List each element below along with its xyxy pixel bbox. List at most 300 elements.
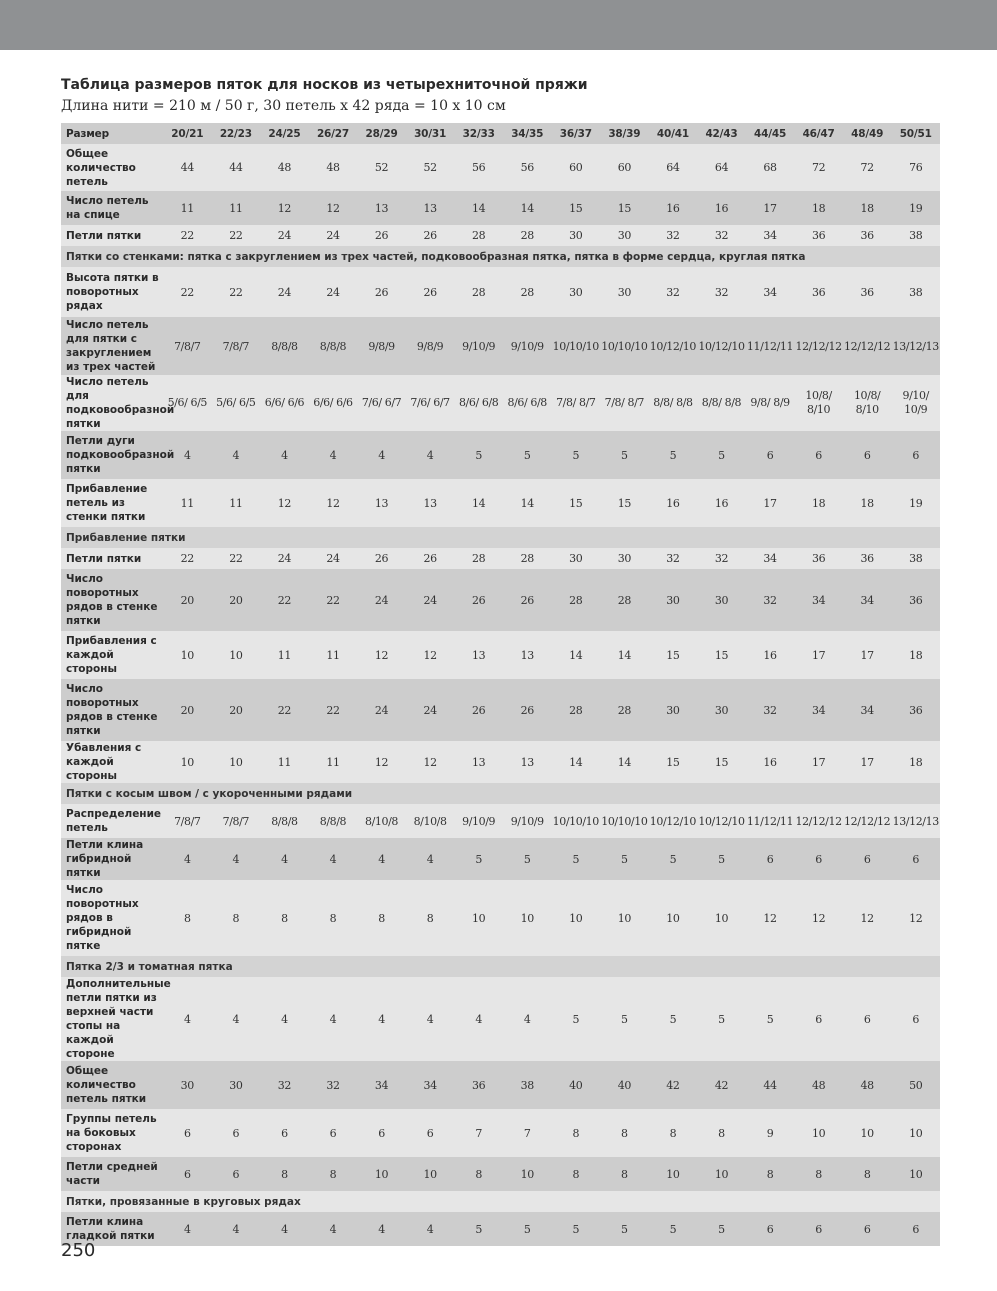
value-cell: 16 — [714, 496, 729, 510]
value-cell: 11 — [326, 648, 340, 662]
table-row — [61, 548, 940, 569]
value-cell: 5 — [669, 1222, 677, 1236]
value-cell: 5 — [572, 1222, 580, 1236]
value-cell: 10 — [374, 1167, 389, 1181]
value-cell: 26 — [423, 229, 437, 242]
value-cell: 15 — [569, 496, 583, 510]
value-cell: 24 — [277, 229, 291, 242]
size-header-row — [61, 123, 940, 144]
value-cell: 11 — [229, 496, 243, 510]
value-cell: 5 — [523, 1222, 531, 1236]
value-cell: 36 — [860, 552, 874, 565]
value-cell: 13/12/13 — [892, 814, 939, 828]
value-cell: 24 — [326, 285, 340, 299]
value-cell: 14 — [472, 201, 486, 215]
value-cell: 12/12/12 — [795, 339, 842, 353]
value-cell: 8/8/ 8/8 — [653, 396, 693, 409]
value-cell: 52 — [374, 161, 389, 174]
value-cell: 36 — [860, 285, 874, 299]
value-cell: 6 — [426, 1126, 434, 1140]
value-cell: 12 — [326, 201, 340, 215]
table-row — [61, 225, 940, 246]
value-cell: 12/12/12 — [844, 814, 891, 828]
table-row — [61, 1109, 940, 1157]
value-cell: 6 — [183, 1167, 191, 1181]
value-cell: 10/8/ 8/10 — [805, 389, 832, 416]
value-cell: 6 — [378, 1126, 385, 1140]
value-cell: 6 — [912, 1222, 920, 1236]
value-cell: 5 — [669, 1012, 677, 1026]
value-cell: 8 — [669, 1126, 677, 1140]
value-cell: 22 — [229, 552, 243, 565]
value-cell: 13/12/13 — [892, 339, 939, 353]
value-cell: 22 — [326, 703, 340, 717]
size-header-cell: 24/25 — [268, 127, 301, 140]
value-cell: 5 — [621, 1222, 628, 1236]
value-cell: 52 — [423, 161, 437, 174]
value-cell: 8 — [183, 911, 191, 925]
value-cell: 5 — [621, 448, 628, 462]
value-cell: 34 — [811, 703, 826, 717]
value-cell: 8 — [572, 1167, 580, 1181]
value-cell: 4 — [183, 1222, 191, 1236]
value-cell: 10 — [520, 1167, 534, 1181]
value-cell: 6 — [863, 1222, 871, 1236]
row-label: Распределение петель — [66, 808, 162, 834]
value-cell: 4 — [378, 1012, 385, 1026]
value-cell: 10 — [666, 1167, 680, 1181]
value-cell: 17 — [763, 201, 777, 215]
value-cell: 17 — [860, 755, 874, 769]
value-cell: 18 — [860, 496, 874, 510]
value-cell: 12 — [277, 201, 291, 215]
value-cell: 13 — [423, 201, 437, 215]
page-number: 250 — [61, 1240, 96, 1261]
value-cell: 18 — [860, 201, 874, 215]
value-cell: 60 — [617, 161, 631, 174]
value-cell: 11 — [180, 496, 194, 510]
value-cell: 15 — [714, 648, 729, 662]
value-cell: 8 — [378, 911, 385, 925]
value-cell: 10/12/10 — [698, 339, 745, 353]
row-label: Число поворотных рядов в гибридной пятке — [66, 884, 139, 952]
value-cell: 40 — [569, 1078, 583, 1092]
value-cell: 9/10/ 10/9 — [902, 389, 929, 416]
row-label: Общее количество петель — [66, 147, 136, 188]
value-cell: 9/10/9 — [462, 339, 496, 353]
value-cell: 4 — [329, 1222, 337, 1236]
value-cell: 6 — [232, 1126, 240, 1140]
value-cell: 28 — [472, 229, 486, 242]
value-cell: 14 — [569, 648, 583, 662]
value-cell: 6 — [863, 1012, 871, 1026]
value-cell: 6 — [863, 852, 871, 866]
value-cell: 6 — [766, 852, 774, 866]
value-cell: 26 — [423, 285, 437, 299]
value-cell: 12/12/12 — [844, 339, 891, 353]
value-cell: 4 — [232, 1222, 240, 1236]
value-cell: 34 — [860, 593, 874, 607]
value-cell: 13 — [374, 496, 389, 510]
value-cell: 30 — [714, 703, 729, 717]
row-label: Высота пятки в поворотных рядах — [66, 272, 159, 312]
value-cell: 28 — [520, 285, 534, 299]
value-cell: 4 — [426, 1222, 434, 1236]
value-cell: 48 — [860, 1078, 874, 1092]
value-cell: 6 — [281, 1126, 288, 1140]
value-cell: 6 — [329, 1126, 337, 1140]
table-row — [61, 569, 940, 631]
value-cell: 11 — [277, 648, 291, 662]
value-cell: 34 — [763, 229, 777, 242]
value-cell: 6 — [815, 1222, 822, 1236]
value-cell: 24 — [374, 593, 389, 607]
value-cell: 5 — [621, 1012, 628, 1026]
value-cell: 15 — [617, 496, 631, 510]
value-cell: 32 — [763, 703, 777, 717]
value-cell: 28 — [520, 229, 534, 242]
value-cell: 30 — [714, 593, 729, 607]
value-cell: 5 — [523, 448, 531, 462]
value-cell: 34 — [860, 703, 874, 717]
size-header-label: Размер — [66, 127, 109, 140]
value-cell: 32 — [714, 229, 729, 242]
row-label: Петли пятки — [66, 229, 142, 242]
value-cell: 6 — [183, 1126, 191, 1140]
value-cell: 4 — [329, 448, 337, 462]
value-cell: 36 — [860, 229, 874, 242]
value-cell: 4 — [281, 448, 288, 462]
value-cell: 26 — [472, 593, 486, 607]
value-cell: 60 — [569, 161, 583, 174]
value-cell: 4 — [281, 1012, 288, 1026]
value-cell: 9/8/ 8/9 — [750, 396, 790, 409]
value-cell: 8/6/ 6/8 — [458, 396, 499, 409]
size-header-cell: 44/45 — [754, 127, 787, 140]
value-cell: 40 — [617, 1078, 631, 1092]
table-row — [61, 479, 940, 527]
value-cell: 30 — [229, 1078, 243, 1092]
value-cell: 15 — [569, 201, 583, 215]
value-cell: 32 — [714, 552, 729, 565]
size-header-cell: 40/41 — [656, 127, 689, 140]
page-title: Таблица размеров пяток для носков из четырехниточной пряжи — [61, 77, 588, 93]
value-cell: 8 — [281, 1167, 288, 1181]
value-cell: 6 — [912, 852, 920, 866]
value-cell: 4 — [378, 852, 385, 866]
value-cell: 10 — [520, 911, 534, 925]
value-cell: 22 — [326, 593, 340, 607]
value-cell: 7 — [523, 1126, 531, 1140]
value-cell: 34 — [763, 285, 777, 299]
value-cell: 4 — [378, 448, 385, 462]
value-cell: 5 — [718, 852, 725, 866]
value-cell: 42 — [666, 1078, 680, 1092]
value-cell: 14 — [617, 755, 631, 769]
value-cell: 14 — [520, 496, 534, 510]
value-cell: 22 — [277, 703, 291, 717]
value-cell: 32 — [763, 593, 777, 607]
table-row — [61, 679, 940, 741]
value-cell: 6 — [815, 1012, 822, 1026]
value-cell: 50 — [909, 1078, 923, 1092]
value-cell: 7/8/7 — [174, 814, 201, 828]
value-cell: 30 — [569, 229, 583, 242]
value-cell: 44 — [763, 1078, 777, 1092]
value-cell: 12 — [374, 648, 389, 662]
value-cell: 7/6/ 6/7 — [361, 396, 402, 409]
value-cell: 4 — [426, 448, 434, 462]
value-cell: 6 — [863, 448, 871, 462]
value-cell: 22 — [277, 593, 291, 607]
table-row — [61, 144, 940, 191]
value-cell: 9/8/9 — [416, 339, 444, 353]
value-cell: 4 — [232, 448, 240, 462]
value-cell: 22 — [180, 552, 194, 565]
value-cell: 8 — [572, 1126, 580, 1140]
value-cell: 8/8/8 — [319, 814, 347, 828]
value-cell: 15 — [714, 755, 729, 769]
value-cell: 10/10/10 — [601, 814, 648, 828]
value-cell: 30 — [569, 285, 583, 299]
value-cell: 8 — [863, 1167, 871, 1181]
row-label: Число петель на спице — [66, 195, 149, 221]
size-header-cell: 34/35 — [511, 127, 544, 140]
value-cell: 26 — [423, 552, 437, 565]
value-cell: 10 — [229, 755, 243, 769]
value-cell: 4 — [426, 1012, 434, 1026]
row-label: Петли дуги подковообразной пятки — [66, 435, 175, 475]
value-cell: 24 — [326, 229, 340, 242]
value-cell: 9/10/9 — [510, 814, 544, 828]
value-cell: 14 — [472, 496, 486, 510]
value-cell: 64 — [714, 161, 729, 174]
value-cell: 5 — [572, 448, 580, 462]
value-cell: 12 — [277, 496, 291, 510]
table-row — [61, 631, 940, 679]
size-header-cell: 20/21 — [171, 127, 204, 140]
table-row — [61, 804, 940, 838]
row-label: Общее количество петель пятки — [66, 1065, 147, 1105]
value-cell: 14 — [617, 648, 631, 662]
value-cell: 10 — [909, 1126, 923, 1140]
value-cell: 4 — [329, 1012, 337, 1026]
row-label: Группы петель на боковых сторонах — [66, 1113, 157, 1153]
value-cell: 19 — [909, 496, 923, 510]
value-cell: 7/8/7 — [222, 339, 250, 353]
value-cell: 4 — [378, 1222, 385, 1236]
value-cell: 18 — [909, 648, 923, 662]
size-header-cell: 36/37 — [559, 127, 592, 140]
value-cell: 42 — [714, 1078, 729, 1092]
value-cell: 5/6/ 6/5 — [167, 396, 207, 409]
value-cell: 12 — [326, 496, 340, 510]
value-cell: 26 — [374, 229, 389, 242]
size-header-cell: 28/29 — [365, 127, 398, 140]
section-heading: Пятки, провязанные в круговых рядах — [66, 1195, 301, 1208]
value-cell: 10 — [666, 911, 680, 925]
value-cell: 24 — [277, 552, 291, 565]
value-cell: 13 — [520, 648, 534, 662]
value-cell: 34 — [811, 593, 826, 607]
row-label: Петли клина гладкой пятки — [66, 1216, 155, 1242]
value-cell: 4 — [426, 852, 434, 866]
value-cell: 19 — [909, 201, 923, 215]
value-cell: 10/10/10 — [601, 339, 648, 353]
value-cell: 30 — [180, 1078, 194, 1092]
value-cell: 12 — [423, 648, 437, 662]
value-cell: 10 — [860, 1126, 874, 1140]
value-cell: 5 — [718, 1222, 725, 1236]
size-header-cell: 46/47 — [802, 127, 835, 140]
heel-size-table — [61, 123, 940, 1246]
value-cell: 5 — [669, 448, 677, 462]
value-cell: 11/12/11 — [746, 339, 794, 353]
section-heading-row — [61, 1191, 940, 1212]
value-cell: 28 — [617, 593, 631, 607]
row-label: Петли средней части — [66, 1161, 158, 1187]
value-cell: 9/10/9 — [510, 339, 544, 353]
value-cell: 10 — [811, 1126, 826, 1140]
value-cell: 4 — [183, 852, 191, 866]
section-heading-row — [61, 527, 940, 548]
value-cell: 12 — [423, 755, 437, 769]
value-cell: 17 — [763, 496, 777, 510]
value-cell: 12/12/12 — [795, 814, 842, 828]
value-cell: 48 — [811, 1078, 826, 1092]
value-cell: 10/10/10 — [552, 339, 599, 353]
value-cell: 10 — [909, 1167, 923, 1181]
value-cell: 5 — [572, 1012, 580, 1026]
value-cell: 11/12/11 — [746, 814, 794, 828]
value-cell: 9/10/9 — [462, 814, 496, 828]
value-cell: 32 — [666, 552, 680, 565]
row-label: Число поворотных рядов в стенке пятки — [66, 683, 158, 737]
size-header-cell: 42/43 — [705, 127, 738, 140]
value-cell: 48 — [277, 161, 291, 174]
value-cell: 10/12/10 — [649, 814, 697, 828]
row-label: Число петель для подковообразной пятки — [66, 376, 175, 430]
value-cell: 10/12/10 — [698, 814, 745, 828]
value-cell: 14 — [520, 201, 534, 215]
value-cell: 5 — [475, 448, 482, 462]
section-heading: Прибавление пятки — [66, 531, 186, 544]
value-cell: 26 — [520, 703, 534, 717]
value-cell: 14 — [569, 755, 583, 769]
value-cell: 38 — [909, 229, 923, 242]
value-cell: 5 — [621, 852, 628, 866]
value-cell: 8/10/8 — [413, 814, 447, 828]
value-cell: 7/6/ 6/7 — [410, 396, 450, 409]
value-cell: 8 — [718, 1126, 725, 1140]
value-cell: 16 — [666, 201, 680, 215]
value-cell: 11 — [180, 201, 194, 215]
value-cell: 20 — [229, 703, 243, 717]
size-header-cell: 30/31 — [414, 127, 447, 140]
value-cell: 36 — [811, 552, 826, 565]
value-cell: 4 — [232, 852, 240, 866]
value-cell: 11 — [229, 201, 243, 215]
value-cell: 32 — [666, 285, 680, 299]
value-cell: 16 — [666, 496, 680, 510]
value-cell: 22 — [180, 229, 194, 242]
value-cell: 20 — [229, 593, 243, 607]
value-cell: 22 — [229, 285, 243, 299]
value-cell: 16 — [763, 648, 777, 662]
value-cell: 20 — [180, 593, 194, 607]
value-cell: 8 — [815, 1167, 822, 1181]
value-cell: 4 — [329, 852, 337, 866]
value-cell: 6 — [766, 448, 774, 462]
value-cell: 10/10/10 — [552, 814, 599, 828]
value-cell: 12 — [811, 911, 826, 925]
value-cell: 8/6/ 6/8 — [507, 396, 547, 409]
value-cell: 18 — [811, 496, 826, 510]
value-cell: 20 — [180, 703, 194, 717]
value-cell: 7/8/7 — [174, 339, 201, 353]
value-cell: 32 — [277, 1078, 291, 1092]
value-cell: 17 — [860, 648, 874, 662]
size-header-cell: 50/51 — [899, 127, 932, 140]
value-cell: 17 — [811, 755, 826, 769]
value-cell: 10 — [229, 648, 243, 662]
value-cell: 16 — [763, 755, 777, 769]
table-row — [61, 1061, 940, 1109]
value-cell: 56 — [520, 161, 534, 174]
value-cell: 6 — [815, 852, 822, 866]
value-cell: 28 — [472, 285, 486, 299]
value-cell: 34 — [374, 1078, 389, 1092]
value-cell: 11 — [277, 755, 291, 769]
value-cell: 8 — [281, 911, 288, 925]
top-gray-band — [0, 0, 997, 50]
value-cell: 48 — [326, 161, 340, 174]
table-row — [61, 880, 940, 956]
value-cell: 38 — [909, 552, 923, 565]
table-row — [61, 977, 940, 1061]
value-cell: 6 — [912, 1012, 920, 1026]
value-cell: 8 — [621, 1167, 628, 1181]
value-cell: 44 — [180, 161, 194, 174]
value-cell: 11 — [326, 755, 340, 769]
row-label: Петли пятки — [66, 552, 142, 565]
value-cell: 6 — [232, 1167, 240, 1181]
table-row — [61, 431, 940, 479]
value-cell: 36 — [909, 703, 923, 717]
value-cell: 7/8/ 8/7 — [556, 396, 596, 409]
value-cell: 18 — [811, 201, 826, 215]
value-cell: 72 — [811, 161, 826, 174]
value-cell: 30 — [666, 593, 680, 607]
value-cell: 36 — [909, 593, 923, 607]
value-cell: 8 — [766, 1167, 774, 1181]
value-cell: 6 — [912, 448, 920, 462]
value-cell: 4 — [183, 448, 191, 462]
table-row — [61, 191, 940, 225]
value-cell: 10 — [423, 1167, 437, 1181]
size-header-cell: 48/49 — [851, 127, 884, 140]
value-cell: 64 — [666, 161, 680, 174]
value-cell: 15 — [666, 755, 680, 769]
value-cell: 5 — [523, 852, 531, 866]
value-cell: 5 — [718, 1012, 725, 1026]
row-label: Дополнительные петли пятки из верхней части стопы на каждой стороне — [66, 978, 171, 1060]
value-cell: 32 — [326, 1078, 340, 1092]
value-cell: 22 — [229, 229, 243, 242]
value-cell: 10 — [180, 755, 194, 769]
value-cell: 28 — [617, 703, 631, 717]
value-cell: 9/8/9 — [368, 339, 395, 353]
